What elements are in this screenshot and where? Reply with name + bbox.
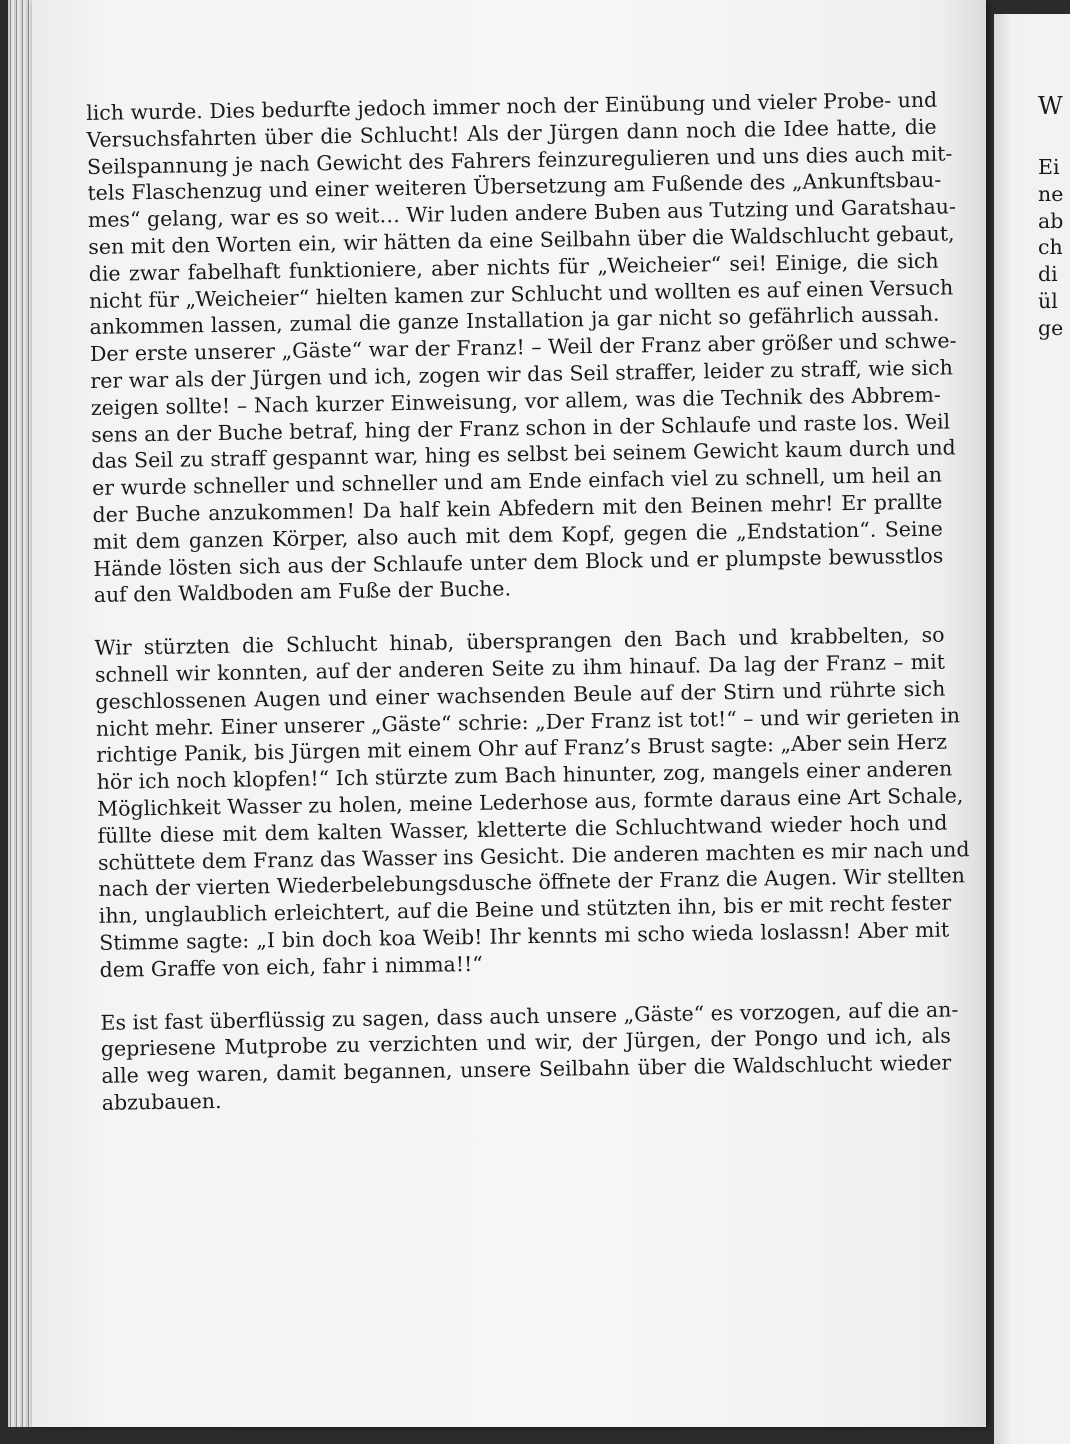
text-line: dem Graffe von eich, fahr i nimma!!“ [99, 951, 483, 982]
text-line: geschlossenen Augen und einer wachsenden Beule auf der Stirn und rührte sich [95, 676, 946, 714]
text-line: er wurde schneller und schneller und am Ende einfach viel zu schnell, um heil an [91, 462, 943, 501]
text-line: Stimme sagte: „I bin doch koa Weib! Ihr kennts mi scho wieda loslassn! Aber mit [99, 917, 950, 955]
next-page-fragment: di [1038, 262, 1058, 287]
text-line: Es ist fast überflüssig zu sagen, dass auch unsere „Gäste“ es vorzogen, auf die an- [100, 996, 959, 1035]
text-line: schnell wir konnten, auf der anderen Seite zu ihm hinauf. Da lag der Franz – mit [94, 649, 946, 687]
text-line: mit dem ganzen Körper, also auch mit dem Kopf, gegen die „Endstation“. Seine [92, 516, 944, 554]
text-line: Möglichkeit Wasser zu holen, meine Lederhose aus, formte daraus eine Art Schale, [96, 783, 964, 821]
text-line: schüttete dem Franz das Wasser ins Gesicht. Die anderen machten es mir nach und [97, 836, 970, 875]
text-line: auf den Waldboden am Fuße der Buche. [93, 576, 512, 608]
text-line: füllte diese mit dem kalten Wasser, kletterte die Schluchtwand wieder hoch und [97, 810, 948, 848]
next-page-fragment: ül [1038, 288, 1058, 313]
next-page-fragment: ab [1038, 208, 1064, 233]
text-line: sen mit den Worten ein, wir hätten da eine Seilbahn über die Waldschlucht gebaut, [88, 221, 955, 259]
text-line: nicht mehr. Einer unserer „Gäste“ schrie: „Der Franz ist tot!“ – und wir gerieten in [95, 702, 961, 741]
text-line: lich wurde. Dies bedurfte jedoch immer noch der Einübung und vieler Probe- und [86, 87, 938, 125]
text-line: Wir stürzten die Schlucht hinab, übersprangen den Bach und krabbelten, so [94, 622, 945, 661]
text-line: mes“ gelang, war es so weit… Wir luden andere Buben aus Tutzing und Garatshau- [87, 194, 957, 233]
text-line: das Seil zu straff gespannt war, hing es selbst bei seinem Gewicht kaum durch und [91, 435, 956, 474]
next-page-title-fragment: W [1038, 92, 1063, 120]
text-line: der Buche anzukommen! Da half kein Abfedern mit den Beinen mehr! Er prallte [92, 489, 943, 527]
paragraph-1 [86, 87, 957, 609]
text-line: abzubauen. [101, 1088, 222, 1115]
text-line: gepriesene Mutprobe zu verzichten und wir, der Jürgen, der Pongo und ich, als [100, 1023, 951, 1062]
text-line: ankommen lassen, zumal die ganze Installation ja gar nicht so gefährlich aussah. [89, 301, 940, 340]
next-page-text-fragments [1038, 154, 1063, 342]
text-line: rer war als der Jürgen und ich, zogen wir das Seil straffer, leider zu straff, wie sich [90, 355, 954, 393]
text-line: hör ich noch klopfen!“ Ich stürzte zum Bach hinunter, zog, mangels einer anderen [96, 756, 953, 795]
text-line: nach der vierten Wiederbelebungsdusche öffnete der Franz die Augen. Wir stellten [98, 863, 966, 902]
next-page-fragment: ne [1038, 181, 1064, 206]
text-line: Versuchsfahrten über die Schlucht! Als der Jürgen dann noch die Idee hatte, die [86, 114, 937, 152]
paragraph-2 [94, 622, 970, 984]
text-line: richtige Panik, bis Jürgen mit einem Ohr auf Franz’s Brust sagte: „Aber sein Herz [96, 729, 948, 768]
text-line: Der erste unserer „Gäste“ war der Franz! – Weil der Franz aber größer und schwe- [89, 328, 957, 367]
text-line: nicht für „Weicheier“ hielten kamen zur Schlucht und wollten es auf einen Versuch [88, 274, 954, 313]
text-line: Seilspannung je nach Gewicht des Fahrers feinzuregulieren und uns dies auch mit- [86, 140, 953, 179]
page-body-text [86, 87, 970, 1117]
book-page [32, 0, 986, 1427]
next-page-fragment: ch [1038, 235, 1063, 260]
text-line: Hände lösten sich aus der Schlaufe unter dem Block und er plumpste bewusstlos [93, 543, 944, 581]
next-page-fragment: Ei [1038, 155, 1060, 179]
text-line: alle weg waren, damit begannen, unsere Seilbahn über die Waldschlucht wieder [101, 1050, 952, 1088]
text-line: ihn, unglaublich erleichtert, auf die Beine und stützten ihn, bis er mit recht fester [98, 890, 952, 929]
text-line: tels Flaschenzug und einer weiteren Übersetzung am Fußende des „Ankunftsbau- [87, 167, 942, 206]
next-page-edge [994, 14, 1070, 1444]
text-line: sens an der Buche betraf, hing der Franz schon in der Schlaufe und raste los. Weil [91, 409, 951, 447]
paragraph-3 [100, 996, 959, 1117]
next-page-fragment: ge [1038, 315, 1064, 340]
text-line: zeigen sollte! – Nach kurzer Einweisung, vor allem, was die Technik des Abbrem- [90, 382, 941, 420]
text-line: die zwar fabelhaft funktioniere, aber nichts für „Weicheier“ sei! Einige, die sich [88, 248, 939, 286]
